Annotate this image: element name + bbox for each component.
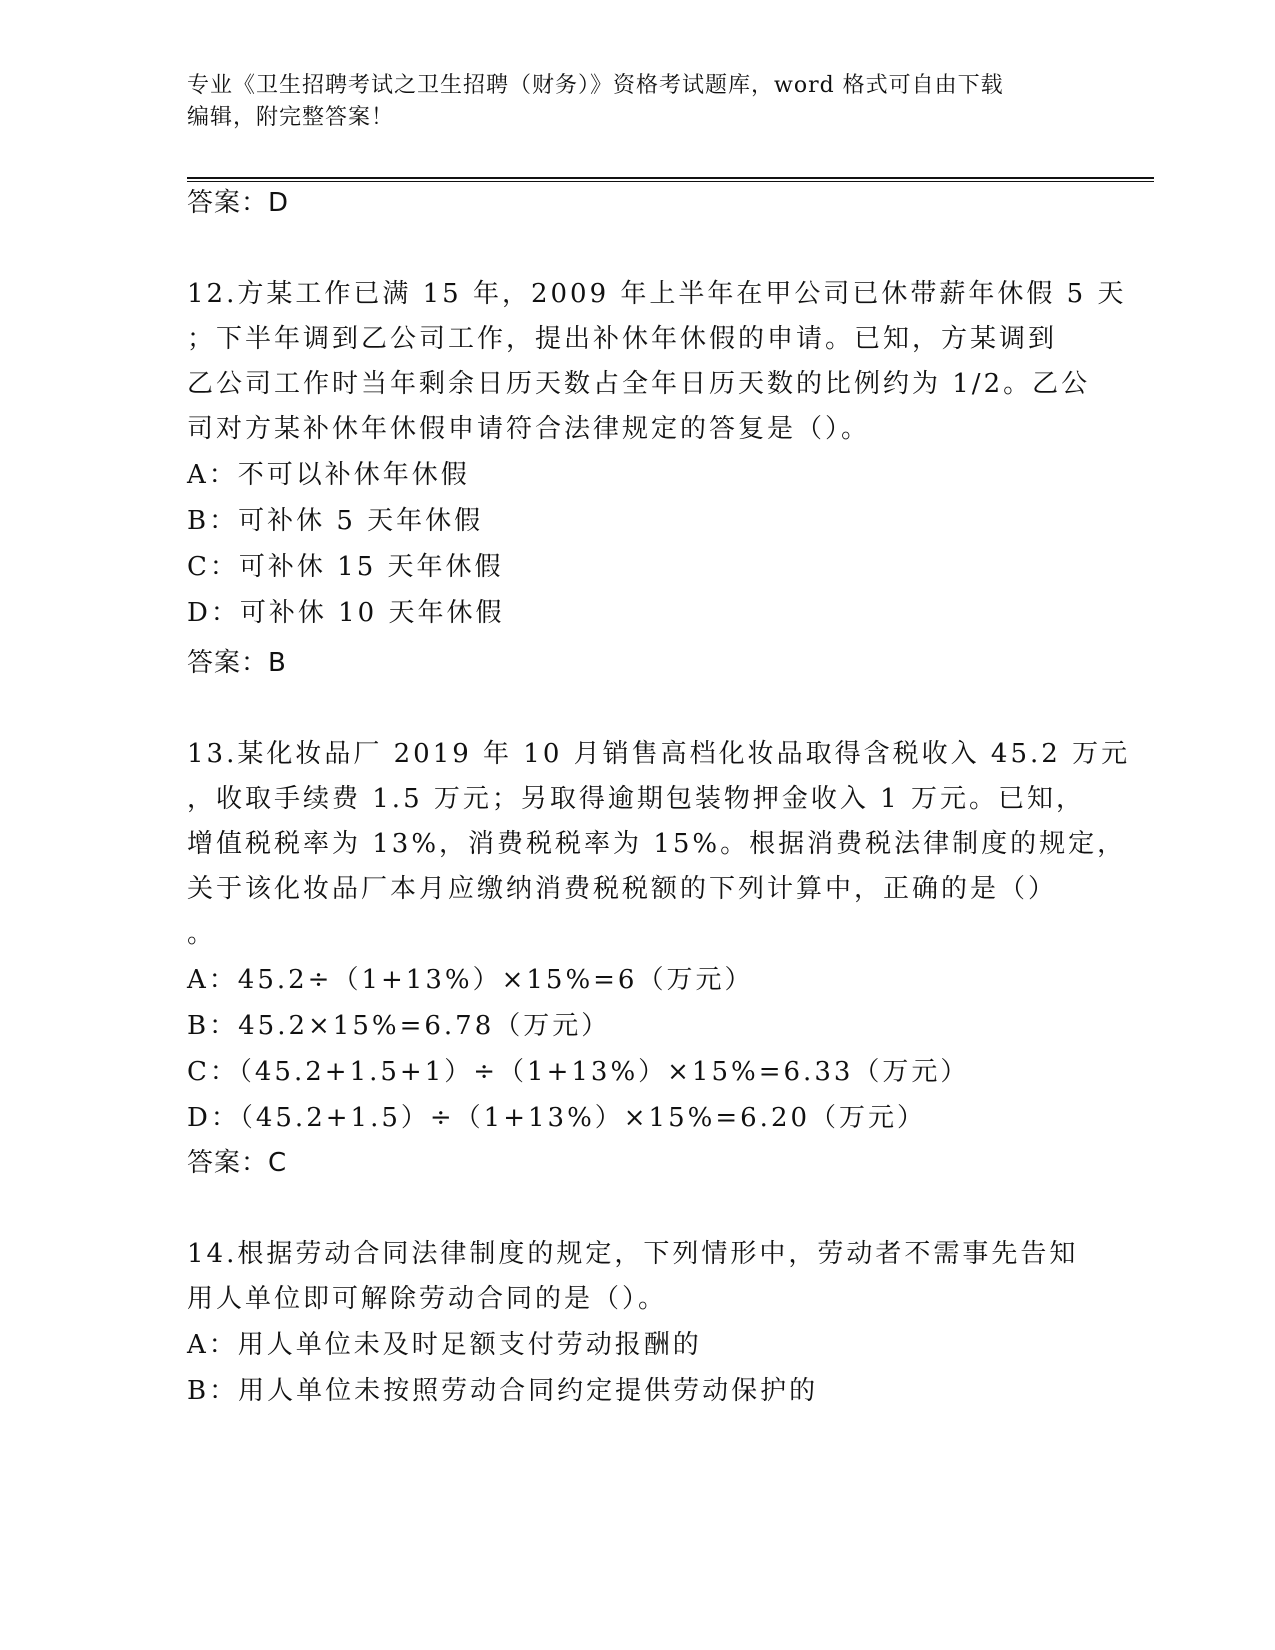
option-c: C：可补休 15 天年休假 (187, 552, 504, 582)
answer-q13 (187, 1146, 287, 1180)
question-stem-line: 13.某化妆品厂 2019 年 10 月销售高档化妆品取得含税收入 45.2 万元 (187, 739, 1131, 769)
option-b: B：用人单位未按照劳动合同约定提供劳动保护的 (187, 1376, 819, 1406)
option-a: A：不可以补休年休假 (187, 460, 470, 490)
question-12 (187, 272, 1127, 636)
question-stem-line: 14.根据劳动合同法律制度的规定，下列情形中，劳动者不需事先告知 (187, 1239, 1079, 1269)
answer-text: 答案：D (187, 188, 290, 218)
option-b: B：45.2×15%=6.78（万元） (187, 1011, 611, 1041)
option-a: A：45.2÷（1+13%）×15%=6（万元） (187, 965, 754, 995)
header-divider (187, 177, 1154, 179)
question-14 (187, 1232, 1087, 1414)
question-stem-line: ；下半年调到乙公司工作，提出补休年休假的申请。已知，方某调到 (187, 324, 1058, 354)
option-b: B：可补休 5 天年休假 (187, 506, 484, 536)
option-d: D：（45.2+1.5）÷（1+13%）×15%=6.20（万元） (187, 1103, 927, 1133)
answer-text: 答案：C (187, 1148, 288, 1178)
answer-q12 (187, 646, 287, 680)
header-divider-thin (187, 181, 1154, 182)
question-stem-line: ，收取手续费 1.5 万元；另取得逾期包装物押金收入 1 万元。已知， (187, 784, 1085, 814)
option-d: D：可补休 10 天年休假 (187, 598, 505, 628)
header-line-1: 专业《卫生招聘考试之卫生招聘（财务）》资格考试题库，word 格式可自由下载 (187, 73, 1004, 98)
answer-q11 (187, 186, 289, 220)
header-line-2: 编辑，附完整答案！ (187, 105, 395, 130)
question-stem-line: 乙公司工作时当年剩余日历天数占全年日历天数的比例约为 1/2。乙公 (187, 369, 1091, 399)
page-header (187, 70, 1087, 134)
option-a: A：用人单位未及时足额支付劳动报酬的 (187, 1330, 702, 1360)
question-stem-line: 12.方某工作已满 15 年，2009 年上半年在甲公司已休带薪年休假 5 天 (187, 279, 1127, 309)
answer-text: 答案：B (187, 648, 287, 678)
question-stem-line: 。 (187, 919, 217, 949)
option-c: C：（45.2+1.5+1）÷（1+13%）×15%=6.33（万元） (187, 1057, 970, 1087)
question-stem-line: 关于该化妆品厂本月应缴纳消费税税额的下列计算中，正确的是（） (187, 874, 1058, 904)
question-stem-line: 用人单位即可解除劳动合同的是（）。 (187, 1284, 668, 1314)
question-stem-line: 司对方某补休年休假申请符合法律规定的答复是（）。 (187, 414, 871, 444)
question-13 (187, 732, 1131, 1141)
question-stem-line: 增值税税率为 13%，消费税税率为 15%。根据消费税法律制度的规定， (187, 829, 1127, 859)
